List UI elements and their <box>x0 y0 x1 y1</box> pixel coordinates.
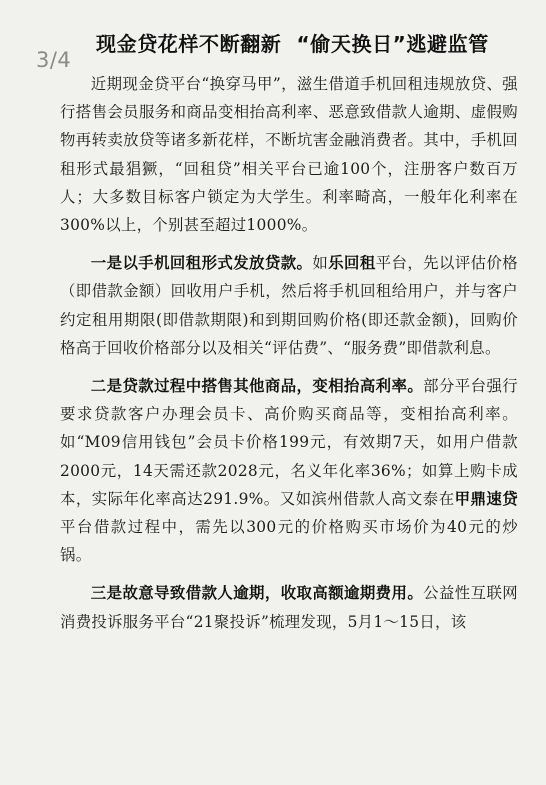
paragraph-text: 平台，先以评估价格（即借款金额）回收用户手机，然后将手机回租给用户，并与客户约定租用期限(即借款期限)和到期回购价格(即还款金额)，回购价格高于回收价格部分以及相关“评估费”、“服务费”即借款利息。 <box>60 254 518 357</box>
paragraph-point-three <box>60 579 518 635</box>
platform-name: 甲鼎速贷 <box>454 489 518 508</box>
paragraph-intro <box>60 70 518 239</box>
paragraph-text: 部分平台强行要求贷款客户办理会员卡、高价购买商品等，变相抬高利率。如“M09信用钱包”会员卡价格199元，有效期7天，如用户借款2000元，14天需还款2028元，名义年化率36%；如算上购卡成本，实际年化率高达291.9%。又如滨州借款人高文泰在 <box>60 377 518 508</box>
article-body <box>60 70 518 642</box>
paragraph-text: 公益性互联网消费投诉服务平台“21聚投诉”梳理发现，5月1～15日，该 <box>60 584 518 631</box>
paragraph-bold-lead: 一是以手机回租形式发放贷款。 <box>90 254 313 273</box>
paragraph-point-two <box>60 372 518 569</box>
page-counter: 3/4 <box>36 48 72 72</box>
paragraph-bold-lead: 二是贷款过程中搭售其他商品，变相抬高利率。 <box>90 377 424 396</box>
article-title: 现金贷花样不断翻新 “偷天换日”逃避监管 <box>96 32 489 56</box>
paragraph-point-one <box>60 249 518 362</box>
platform-name: 乐回租 <box>328 254 376 273</box>
paragraph-text: 平台借款过程中，需先以300元的价格购买市场价为40元的炒锅。 <box>60 518 518 565</box>
paragraph-text: 如 <box>312 254 329 273</box>
paragraph-text: 近期现金贷平台“换穿马甲”，滋生借道手机回租违规放贷、强行搭售会员服务和商品变相抬高利率、恶意致借款人逾期、虚假购物再转卖放贷等诸多新花样，不断坑害金融消费者。其中，手机回租形式最猖獗，“回租贷”相关平台已逾100个，注册客户数百万人；大多数目标客户锁定为大学生。利率畸高，一般年化利率在300%以上，个别甚至超过1000%。 <box>60 75 518 235</box>
paragraph-bold-lead: 三是故意导致借款人逾期，收取高额逾期费用。 <box>90 584 424 603</box>
